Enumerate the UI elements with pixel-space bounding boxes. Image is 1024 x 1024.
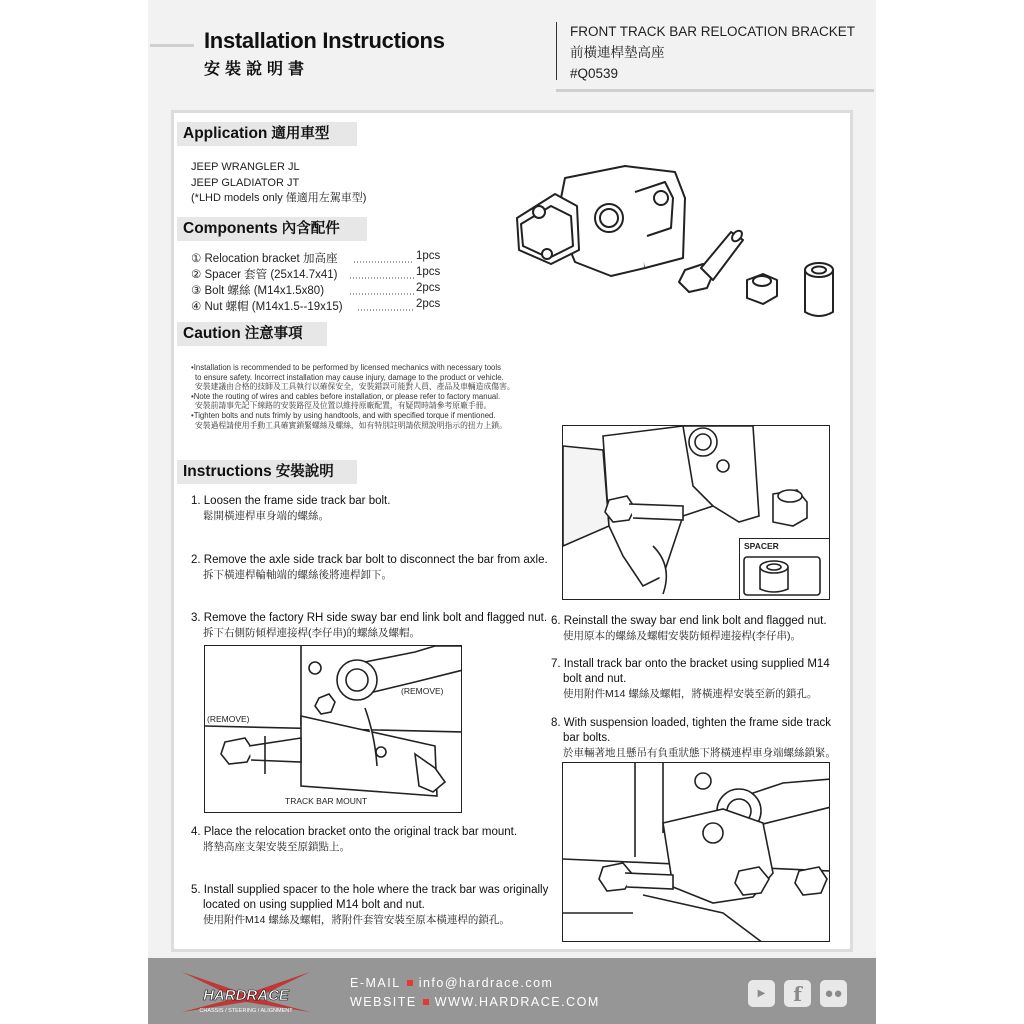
caution-heading-zh: 注意事項 — [244, 325, 303, 342]
components-heading-en: Components — [183, 220, 278, 237]
instructions-heading — [177, 460, 357, 484]
step-3 — [191, 611, 547, 641]
spacer-callout — [739, 538, 830, 600]
spacer-label: SPACER — [744, 541, 779, 551]
caution-line: •Note the routing of wires and cables before installation, or please refer to factory manual. — [191, 391, 501, 401]
step-text-zh: 使用原本的螺絲及螺帽安裝防傾桿連接桿(李仔串)。 — [563, 630, 801, 642]
header-bottom-line — [556, 89, 874, 92]
website-link[interactable]: WWW.HARDRACE.COM — [434, 995, 600, 1009]
hardrace-logo — [176, 968, 316, 1016]
email-line — [350, 976, 553, 990]
caution-text — [191, 363, 515, 430]
step-6 — [551, 614, 827, 644]
step-text-zh: 使用附件M14 螺絲及螺帽，將附件套管安裝至原本橫連桿的鎖孔。 — [203, 914, 510, 926]
bullet-square — [407, 980, 413, 986]
email-link[interactable]: info@hardrace.com — [418, 976, 554, 990]
spacer-drawing — [805, 263, 833, 316]
instructions-heading-zh: 安裝說明 — [275, 463, 334, 480]
header-divider — [556, 22, 557, 80]
components-heading — [177, 217, 367, 241]
step-text-cont: located on using supplied M14 bolt and nut. — [203, 899, 425, 911]
step-text-cont: bar bolts. — [563, 732, 611, 744]
caution-heading-en: Caution — [183, 325, 241, 342]
figure-final-install-drawing — [563, 763, 830, 942]
track-bar-mount-label: TRACK BAR MOUNT — [285, 796, 368, 806]
step-text-zh: 拆下橫連桿輪軸端的螺絲後將連桿卸下。 — [203, 569, 392, 581]
step-text-zh: 於車輛著地且懸吊有負重狀態下將橫連桿車身端螺絲鎖緊。 — [563, 747, 836, 759]
step-5 — [191, 883, 548, 928]
website-label: WEBSITE — [350, 995, 417, 1009]
application-heading-zh: 適用車型 — [271, 125, 330, 142]
wechat-icon[interactable]: ●● — [820, 980, 847, 1007]
step-text: 5. Install supplied spacer to the hole where the track bar was originally — [191, 884, 549, 896]
application-item: JEEP WRANGLER JL — [191, 161, 300, 173]
caution-line: to ensure safety. Incorrect installation may cause injury, damage to the product or vehicle. — [195, 372, 504, 382]
component-qty: 1pcs — [416, 266, 441, 278]
step-4 — [191, 825, 517, 855]
part-number: #Q0539 — [570, 66, 619, 81]
step-text: 2. Remove the axle side track bar bolt to disconnect the bar from axle. — [191, 554, 548, 566]
caution-line: 安裝過程請使用手動工具確實鎖緊螺絲及螺絲，如有特別註明請依照說明指示的扭力上鎖。 — [195, 420, 507, 430]
application-item: (*LHD models only 僅適用左駕車型) — [191, 192, 367, 204]
caution-line: •Tighten bolts and nuts frimly by using handtools, and with specified torque if mentioned. — [191, 410, 496, 420]
step-2 — [191, 553, 548, 583]
remove-label-track-bar: (REMOVE) — [207, 714, 250, 724]
caution-line: 安裝前請事先記下線路的安裝路徑及位置以維持原廠配置，有疑問時請參考原廠手冊。 — [195, 401, 492, 411]
application-item: JEEP GLADIATOR JT — [191, 176, 300, 189]
youtube-icon[interactable]: ▶ — [748, 980, 775, 1007]
figure-track-bar-mount — [204, 645, 462, 813]
footer — [148, 958, 876, 1024]
step-text: 8. With suspension loaded, tighten the frame side track — [551, 717, 831, 729]
component-name: ④ Nut 螺帽 (M14x1.5--19x15) — [191, 301, 343, 313]
components-illustration — [515, 158, 845, 328]
bolt-drawing — [679, 229, 744, 292]
step-text: 4. Place the relocation bracket onto the original track bar mount. — [191, 826, 518, 838]
figure-final-install — [562, 762, 830, 942]
component-qty: 2pcs — [416, 282, 441, 294]
step-text-zh: 鬆開橫連桿車身端的螺絲。 — [203, 510, 329, 522]
component-qty: 2pcs — [416, 298, 441, 310]
figure-spacer-install — [562, 425, 830, 600]
nut-drawing — [747, 274, 777, 304]
step-7 — [551, 657, 830, 702]
caution-line: 安裝建議由合格的技師及工具執行以確保安全，安裝錯誤可能對人員、產品及車輛造成傷害。 — [195, 382, 515, 392]
step-text-zh: 將墊高座支架安裝至原鎖點上。 — [203, 841, 350, 853]
figure-track-bar-mount-drawing — [205, 646, 462, 813]
spacer-callout-drawing — [740, 551, 830, 599]
step-text-cont: bolt and nut. — [563, 673, 627, 685]
component-name: ③ Bolt 螺絲 (M14x1.5x80) — [191, 285, 325, 297]
page-title: Installation Instructions — [204, 28, 445, 53]
component-qty: 1pcs — [416, 250, 441, 262]
product-name: FRONT TRACK BAR RELOCATION BRACKET — [570, 24, 856, 39]
bullet-square — [423, 999, 429, 1005]
step-text: 6. Reinstall the sway bar end link bolt and flagged nut. — [551, 615, 827, 627]
caution-line: •Installation is recommended to be performed by licensed mechanics with necessary tools — [191, 363, 501, 372]
step-text: 7. Install track bar onto the bracket using supplied M14 — [551, 658, 830, 670]
caution-heading — [177, 322, 327, 346]
remove-label-sway-bar: (REMOVE) — [401, 686, 444, 696]
components-heading-zh: 內含配件 — [281, 220, 340, 237]
component-name: ① Relocation bracket 加高座 — [191, 253, 338, 265]
application-heading-en: Application — [183, 125, 268, 142]
step-8 — [551, 716, 836, 761]
website-line — [350, 995, 600, 1009]
step-text-zh: 使用附件M14 螺絲及螺帽，將橫連桿安裝至新的鎖孔。 — [563, 688, 818, 700]
email-label: E-MAIL — [350, 976, 401, 990]
step-text-zh: 拆下右側防傾桿連接桿(李仔串)的螺絲及螺帽。 — [203, 627, 420, 639]
product-info — [570, 21, 855, 84]
page-title-zh: 安裝說明書 — [204, 59, 310, 78]
step-text: 3. Remove the factory RH side sway bar end link bolt and flagged nut. — [191, 612, 548, 624]
logo-brand-text: HARDRACE — [203, 987, 289, 1004]
facebook-icon[interactable]: f — [784, 980, 811, 1007]
step-text: 1. Loosen the frame side track bar bolt. — [191, 495, 391, 507]
instructions-heading-en: Instructions — [183, 463, 272, 480]
application-list — [191, 160, 366, 207]
logo-tagline: CHASSIS / STEERING / ALIGNMENT — [199, 1008, 293, 1014]
header-accent-line — [150, 44, 194, 47]
step-1 — [191, 494, 390, 524]
component-name: ② Spacer 套管 (25x14.7x41) — [191, 269, 338, 281]
application-heading — [177, 122, 357, 146]
product-name-zh: 前橫連桿墊高座 — [570, 45, 665, 60]
